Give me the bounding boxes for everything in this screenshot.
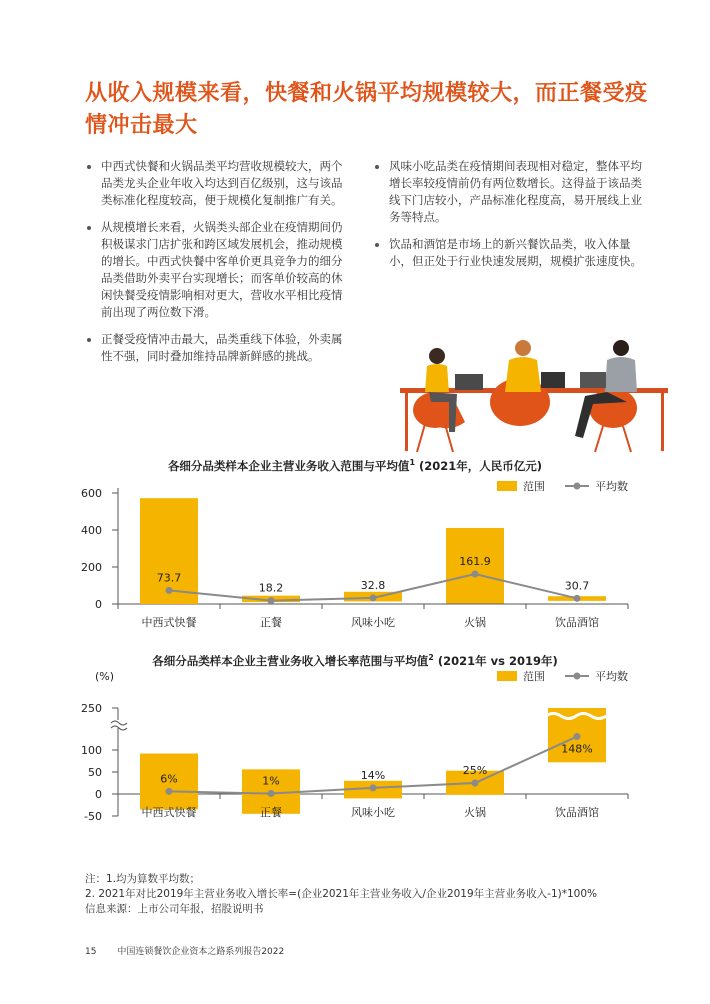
average-point bbox=[472, 571, 479, 578]
x-category-label: 风味小吃 bbox=[351, 616, 395, 629]
legend-average-label: 平均数 bbox=[595, 480, 628, 493]
chair-leg bbox=[595, 426, 603, 452]
average-data-label: 25% bbox=[462, 764, 488, 777]
chart1-title-tail: (2021年，人民币亿元) bbox=[415, 459, 543, 473]
legend-range-label: 范围 bbox=[523, 670, 545, 683]
bullet-item bbox=[85, 158, 350, 209]
chart2-title-main: 各细分品类样本企业主营业务收入增长率范围与平均值 bbox=[152, 654, 429, 668]
page-headline: 从收入规模来看，快餐和火锅平均规模较大，而正餐受疫情冲击最大 bbox=[85, 81, 648, 138]
average-data-label: 18.2 bbox=[258, 581, 284, 595]
chart1-title-main: 各细分品类样本企业主营业务收入范围与平均值 bbox=[167, 459, 410, 473]
average-data-label: 14% bbox=[360, 768, 386, 782]
y-tick-label: 0 bbox=[95, 788, 102, 801]
y-tick-label: 250 bbox=[81, 702, 102, 715]
person-body bbox=[425, 364, 449, 392]
average-point bbox=[268, 790, 275, 797]
bullet-dot-icon bbox=[375, 165, 379, 169]
chart1-title-sup: 1 bbox=[409, 458, 416, 468]
y-tick-label: 600 bbox=[81, 487, 102, 500]
legend-range-label: 范围 bbox=[523, 480, 545, 493]
legend-average-marker bbox=[574, 673, 581, 680]
laptop-icon bbox=[455, 374, 483, 390]
report-title: 中国连锁餐饮企业资本之路系列报告2022 bbox=[117, 947, 285, 957]
y-tick-label: 0 bbox=[95, 598, 102, 611]
x-category-label: 饮品酒馆 bbox=[555, 806, 599, 819]
chart1-title bbox=[0, 458, 710, 474]
y-axis-label: (%) bbox=[95, 670, 115, 683]
legend-range-swatch bbox=[497, 671, 517, 681]
x-category-label: 饮品酒馆 bbox=[555, 616, 599, 629]
bullet-item bbox=[373, 158, 645, 226]
chart2-title bbox=[0, 653, 710, 669]
x-category-label: 中西式快餐 bbox=[141, 806, 197, 819]
chair-leg bbox=[623, 426, 631, 452]
person-body bbox=[605, 357, 637, 392]
bullets-right bbox=[373, 158, 645, 280]
note-line: 信息来源：上市公司年报，招股说明书 bbox=[85, 903, 264, 915]
average-point bbox=[370, 594, 377, 601]
average-point bbox=[268, 597, 275, 604]
y-tick-label: -50 bbox=[84, 810, 102, 823]
bullet-text: 饮品和酒馆是市场上的新兴餐饮品类，收入体量小，但正处于行业快速发展期，规模扩张速度快。 bbox=[389, 237, 642, 268]
average-data-label: 6% bbox=[160, 772, 178, 786]
average-point bbox=[166, 788, 173, 795]
footer bbox=[85, 944, 284, 957]
average-data-label: 73.7 bbox=[156, 571, 182, 585]
y-tick-label: 400 bbox=[81, 524, 102, 537]
bullet-text: 中西式快餐和火锅品类平均营收规模较大，两个品类龙头企业年收入均达到百亿级别，这与该品类标准化程度较高，便于规模化复制推广有关。 bbox=[101, 159, 343, 207]
y-tick-label: 200 bbox=[81, 561, 102, 574]
x-category-label: 火锅 bbox=[464, 616, 486, 629]
average-data-label: 1% bbox=[262, 774, 280, 788]
chart1-range-average bbox=[0, 476, 710, 636]
average-data-label: 161.9 bbox=[459, 555, 491, 569]
bullet-text: 正餐受疫情冲击最大，品类重线下体验，外卖属性不强，同时叠加维持品牌新鲜感的挑战。 bbox=[101, 332, 343, 363]
x-category-label: 正餐 bbox=[260, 806, 282, 819]
laptop-icon bbox=[541, 372, 565, 388]
legend-range-swatch bbox=[497, 481, 517, 491]
average-data-label: 32.8 bbox=[360, 578, 386, 592]
average-point bbox=[472, 780, 479, 787]
bullet-item bbox=[373, 236, 645, 270]
y-tick-label: 50 bbox=[88, 766, 102, 779]
average-point bbox=[574, 595, 581, 602]
legend-average-marker bbox=[574, 483, 581, 490]
chart2-title-sup: 2 bbox=[428, 653, 434, 663]
bullet-text: 风味小吃品类在疫情期间表现相对稳定，整体平均增长率较疫情前仍有两位数增长。这得益于该品类线下门店较小，产品标准化程度高，易开展线上业务等特点。 bbox=[389, 159, 642, 224]
chart2-growth-range-average bbox=[0, 668, 710, 843]
bullets-left bbox=[85, 158, 350, 375]
page-number: 15 bbox=[85, 947, 97, 957]
bullet-dot-icon bbox=[87, 165, 91, 169]
y-tick-label: 100 bbox=[81, 744, 102, 757]
table-leg bbox=[661, 393, 664, 451]
average-point bbox=[370, 784, 377, 791]
bullet-item bbox=[85, 219, 350, 321]
bullet-text: 从规模增长来看，火锅类头部企业在疫情期间仍积极谋求门店扩张和跨区域发展机会，推动规模的增长。中西式快餐中客单价更具竞争力的细分品类借助外卖平台实现增长；而客单价较高的休闲快餐受疫情影响相对更大，营收水平相比疫情前出现了两位数下滑。 bbox=[101, 220, 343, 319]
x-category-label: 正餐 bbox=[260, 616, 282, 629]
bullet-dot-icon bbox=[87, 338, 91, 342]
average-data-label: 148% bbox=[561, 742, 593, 756]
chair-leg bbox=[417, 424, 425, 452]
average-data-label: 30.7 bbox=[564, 579, 590, 593]
legend-average-label: 平均数 bbox=[595, 670, 628, 683]
note-line: 2. 2021年对比2019年主营业务收入增长率=(企业2021年主营业务收入/企业2019年主营业务收入-1)*100% bbox=[85, 888, 598, 900]
average-point bbox=[574, 733, 581, 740]
table-leg bbox=[405, 393, 408, 451]
laptop-icon bbox=[580, 372, 606, 388]
notes bbox=[85, 872, 597, 917]
x-category-label: 中西式快餐 bbox=[141, 616, 197, 629]
chart2-title-tail: (2021年 vs 2019年) bbox=[433, 654, 558, 668]
person-head bbox=[613, 340, 629, 356]
x-category-label: 火锅 bbox=[464, 806, 486, 819]
meeting-illustration bbox=[395, 332, 670, 457]
bullet-item bbox=[85, 331, 350, 365]
bullet-dot-icon bbox=[375, 243, 379, 247]
person-body bbox=[505, 357, 541, 392]
note-line: 注：1.均为算数平均数； bbox=[85, 873, 201, 885]
person-head bbox=[515, 340, 531, 356]
average-point bbox=[166, 587, 173, 594]
person-head bbox=[429, 348, 445, 364]
x-category-label: 风味小吃 bbox=[351, 806, 395, 819]
bullet-dot-icon bbox=[87, 226, 91, 230]
